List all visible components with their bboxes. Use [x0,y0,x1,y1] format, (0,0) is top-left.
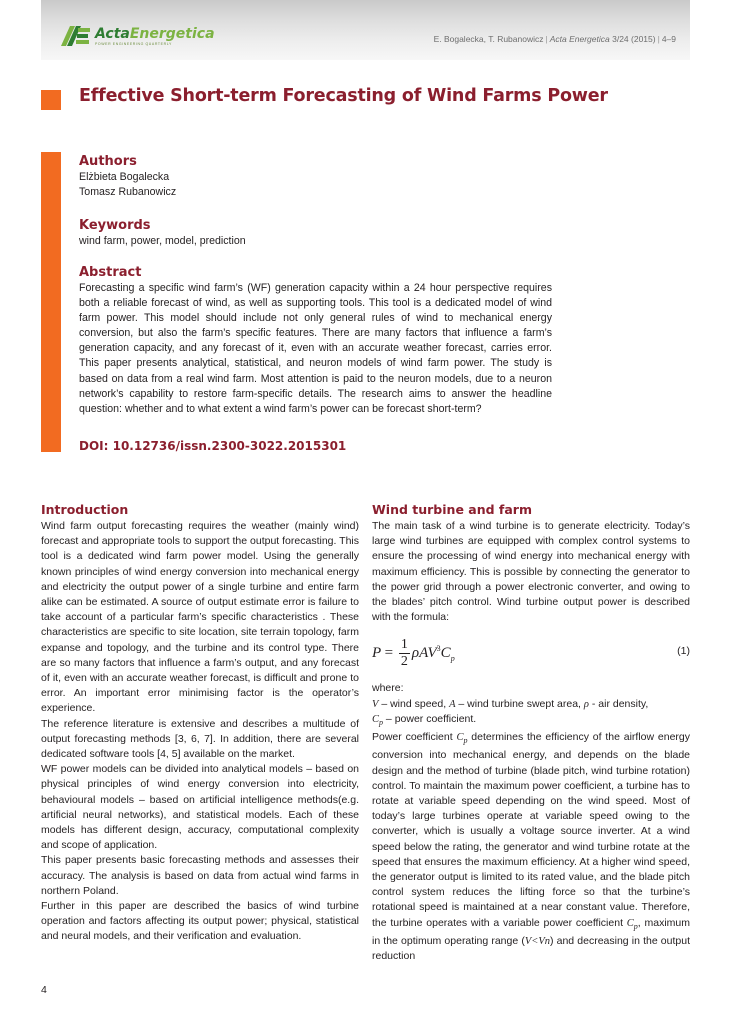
running-head: E. Bogalecka, T. Rubanowicz | Acta Energetica 3/24 (2015) | 4–9 [433,34,676,44]
running-head-authors: E. Bogalecka, T. Rubanowicz [433,34,544,44]
wind-turbine-heading: Wind turbine and farm [372,502,532,517]
abstract-text: Forecasting a specific wind farm’s (WF) generation capacity within a 24 hour perspective requires both a reliable forecast of wind, as well as supporting tools. This tool is a dedicated model of wind farm power. This model should include not only general rules of wind to mechanical energy conversion, but also the farm’s specific features. There are many factors that influence a farm’s generation capacity, and any forecast of it, even with an accurate weather forecast, carries error. This paper presents analytical, statistical, and neuron models of wind farm power. The study is based on data from a real wind farm. Most attention is paid to the neuron models, due to a neuron network’s capability to restore farm-specific details. The research aims to answer the headline question: whether and to what extent a wind farm’s power can be forecast short-term? [79,282,552,415]
wind-turbine-section [372,501,690,964]
formula-fraction: $\frac{1}{2}$ [400,637,408,670]
introduction-heading: Introduction [41,502,129,517]
abstract-accent-bar [41,152,61,452]
running-head-issue: 3/24 (2015) [612,34,656,44]
running-head-journal: Acta Energetica [549,34,610,44]
page-header [41,0,690,60]
body-paragraph: WF power models can be divided into analytical models – based on physical principles of wind energy conversion into electricity, behavioural models – based on artificial intelligence methods(e.g. artificial neural networks), and statistical models. Each of these models has different design, accuracy, computational complexity and scope of application. [41,763,359,852]
keywords-heading: Keywords [79,218,151,233]
abstract-heading: Abstract [79,265,142,280]
body-paragraph: Wind farm output forecasting requires the weather (mainly wind) forecast and appropriate tools to support the output forecasting. This tool is a dedicated wind farm power model. Using the generally known principles of wind energy conversion into mechanical energy and electricity the output power of a single turbine and entire farm alike can be estimated. A source of output estimate error is failure to take account of a particular farm’s specific characteristics . These characteristics are specific to site location, site terrain topology, farm expanse and topology, and the turbine and its control type. There are so many factors that influence a farm’s output, and any forecast of it, even with an accurate weather forecast, is difficult and prone to error. An important error minimising factor is the operator’s experience. [41,520,359,715]
formula-expression: P = $\frac{1}{2}$ $\rho AV^3C_p$ [372,637,455,670]
running-head-pages: 4–9 [661,34,676,44]
power-formula [372,631,690,681]
body-paragraph: Further in this paper are described the basics of wind turbine operation and factors affecting its output power; physical, statistical and neural models, and their verification and evaluation. [41,900,359,943]
formula-definitions: V – wind speed, A – wind turbine swept area, ρ - air density, $C_p$ – power coefficient. [372,697,649,727]
keywords-list: wind farm, power, model, prediction [79,235,246,247]
where-label: where: [372,682,404,695]
body-paragraph: The reference literature is extensive and describes a multitude of output forecasting methods [3, 6, 7]. In addition, there are several dedicated software tools [4, 5] available on the market. [41,717,359,761]
author-name: Elżbieta Bogalecka [79,171,170,183]
body-paragraph: The main task of a wind turbine is to generate electricity. Today’s large wind turbines are equipped with complex control systems to ensure the processing of wind energy into mechanical energy with maximum efficiency. This is possible by connecting the generator to the power grid through a power electronic converter, and owing to the blades’ pitch control. Wind turbine output power is described with the formula: [372,520,690,624]
page-number: 4 [41,984,47,996]
article-title: Effective Short-term Forecasting of Wind Farms Power [79,86,608,106]
body-paragraph: This paper presents basic forecasting methods and assesses their accuracy. The analysis is based on data from actual wind farms in northern Poland. [41,854,359,897]
title-accent-block [41,90,61,110]
abstract-section [79,265,559,417]
acta-energetica-logo-icon [61,26,91,46]
body-paragraph: Power coefficient $C_p$ determines the efficiency of the airflow energy conversion into mechanical energy, and depends on the blade design and the method of turbine (blade pitch, wind turbine rotation) control. To maintain the maximum power coefficient, a turbine has to rotate at variable speed depending on the wind speed. Most of today’s large turbines operate at variable speed owing to the converter, which is usually a voltage source inverter. At a wind speed below the rating, the generator and wind turbine rotate at the speed that ensures the maximum efficiency. At a higher wind speed, the generator output is limited to its rated value, and the blade pitch control system reduces the lifting force so that the turbine’s rotational speed is maintained at a near constant value. Therefore, the turbine operates with a variable power coefficient $C_p$, maximum in the optimum operating range (V<Vn) and decreasing in the output reduction [372,731,690,963]
doi: DOI: 10.12736/issn.2300-3022.2015301 [79,439,347,453]
keywords-section [79,218,559,249]
authors-section [79,154,559,200]
author-name: Tomasz Rubanowicz [79,186,177,199]
introduction-section [41,501,359,945]
equation-number: (1) [677,645,690,658]
logo-wordmark: ActaEnergetica [95,26,215,42]
authors-heading: Authors [79,154,137,169]
logo-tagline: POWER ENGINEERING QUARTERLY [95,42,172,46]
